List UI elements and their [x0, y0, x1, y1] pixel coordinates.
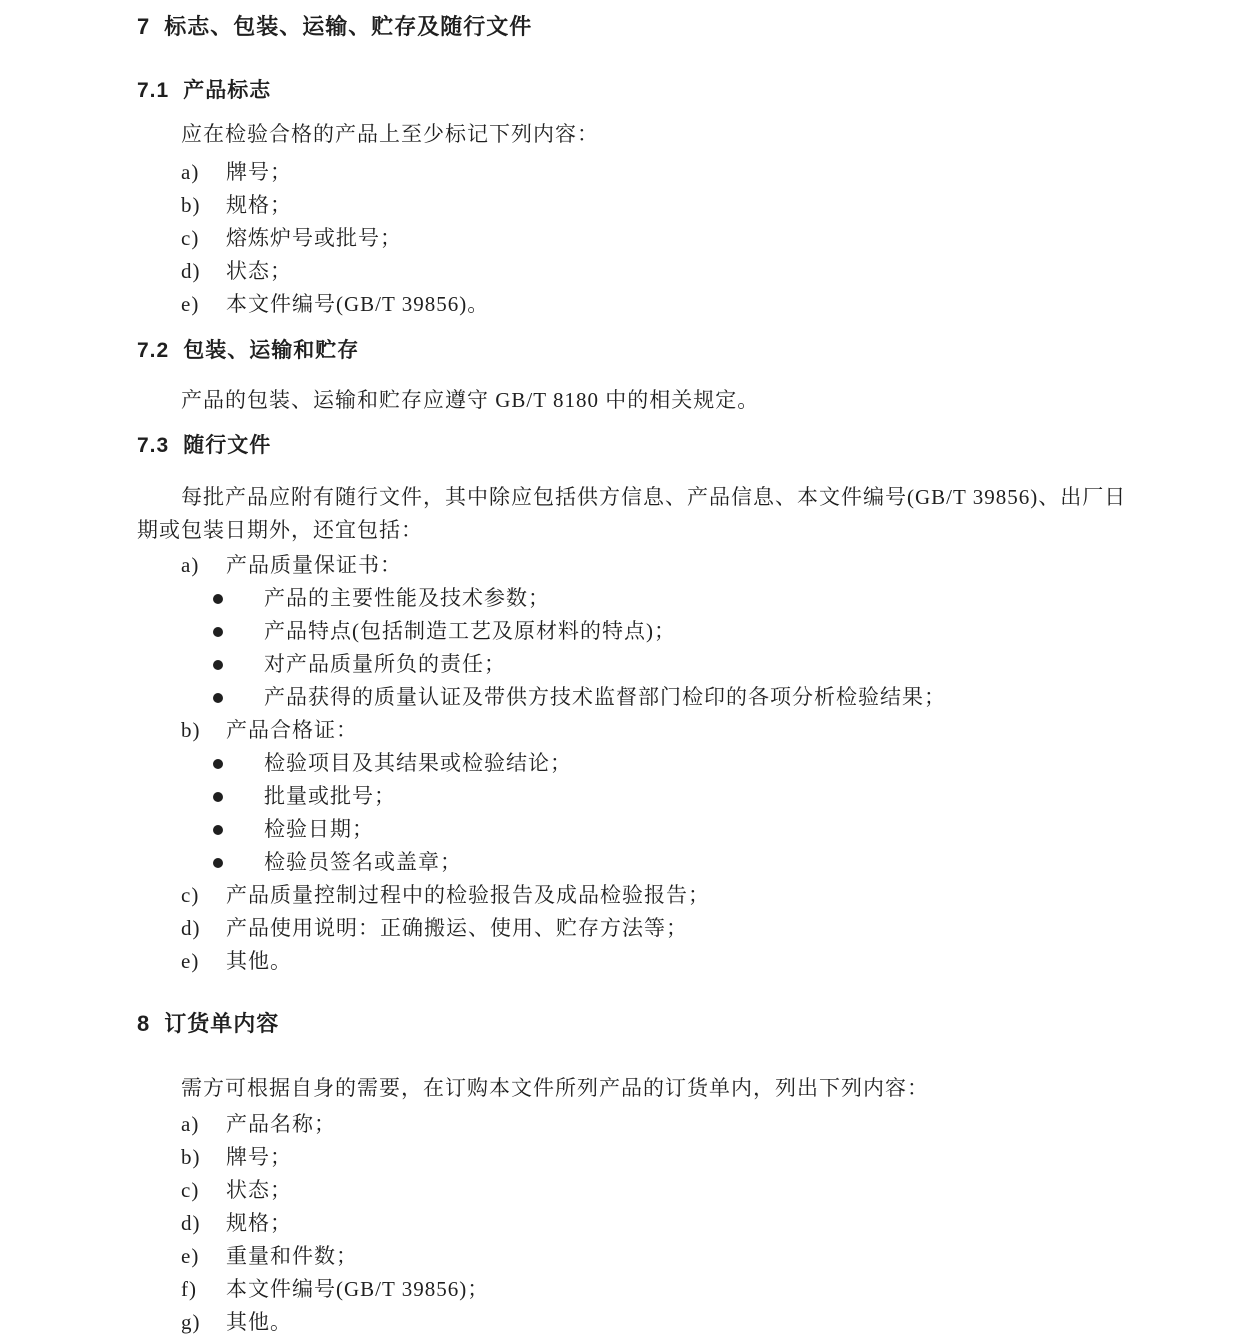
list-item — [181, 189, 1200, 222]
intro-line: 每批产品应附有随行文件，其中除应包括供方信息、产品信息、本文件编号(GB/T 39856)、出厂日 — [181, 485, 1127, 509]
list-item — [181, 879, 1200, 912]
bullet-item — [213, 615, 1200, 648]
section-7-1-heading — [137, 76, 1200, 106]
list-item — [181, 156, 1200, 189]
section-7-heading — [137, 12, 1200, 42]
list-item — [181, 1240, 1200, 1273]
bullet-item — [213, 648, 1200, 681]
bullet-text: 产品获得的质量认证及带供方技术监督部门检印的各项分析检验结果； — [264, 685, 946, 709]
list-item-label: a) — [181, 553, 200, 577]
section-7-3-list — [137, 549, 1200, 978]
list-item-label: g) — [181, 1310, 201, 1334]
intro-line: 期或包装日期外，还宜包括： — [137, 518, 423, 542]
section-8-list — [137, 1108, 1200, 1339]
list-item-label: b) — [181, 718, 201, 742]
bullet-text: 产品的主要性能及技术参数； — [264, 586, 550, 610]
list-item-text: 重量和件数； — [226, 1244, 358, 1268]
list-item-text: 熔炼炉号或批号； — [226, 226, 402, 250]
section-title: 随行文件 — [183, 434, 272, 457]
bullet-text: 对产品质量所负的责任； — [264, 652, 506, 676]
bullet-text: 产品特点(包括制造工艺及原材料的特点)； — [264, 619, 676, 643]
list-item — [181, 945, 1200, 978]
bullet-icon — [213, 627, 223, 637]
list-item-text: 本文件编号(GB/T 39856)； — [226, 1277, 490, 1301]
bullet-text: 检验日期； — [264, 817, 374, 841]
list-item — [181, 549, 1200, 582]
list-item-label: b) — [181, 193, 201, 217]
section-7-3-heading — [137, 431, 1200, 461]
bullet-item — [213, 747, 1200, 780]
list-item-text: 产品合格证： — [226, 718, 358, 742]
list-item-label: a) — [181, 160, 200, 184]
list-item-label: e) — [181, 949, 200, 973]
section-7-1-list — [137, 156, 1200, 321]
list-item-label: d) — [181, 259, 201, 283]
list-item-text: 其他。 — [226, 1310, 292, 1334]
list-item — [181, 1306, 1200, 1339]
list-item-label: e) — [181, 1244, 200, 1268]
bullet-item — [213, 846, 1200, 879]
list-item — [181, 288, 1200, 321]
list-item — [181, 1141, 1200, 1174]
bullet-item — [213, 681, 1200, 714]
bullet-text: 检验员签名或盖章； — [264, 850, 462, 874]
list-item-text: 本文件编号(GB/T 39856)。 — [226, 292, 490, 316]
section-number: 7 — [137, 14, 151, 39]
section-number: 7.2 — [137, 339, 170, 362]
list-item-text: 产品质量保证书： — [226, 553, 402, 577]
bullet-item — [213, 582, 1200, 615]
bullet-text: 检验项目及其结果或检验结论； — [264, 751, 572, 775]
section-7-1-intro: 应在检验合格的产品上至少标记下列内容： — [181, 122, 599, 146]
list-item-label: e) — [181, 292, 200, 316]
section-7-2-body: 产品的包装、运输和贮存应遵守 GB/T 8180 中的相关规定。 — [181, 388, 760, 412]
list-item-text: 牌号； — [226, 1145, 292, 1169]
bullet-text: 批量或批号； — [264, 784, 396, 808]
list-item — [181, 255, 1200, 288]
list-item-text: 规格； — [226, 193, 292, 217]
bullet-icon — [213, 858, 223, 868]
list-item — [181, 1174, 1200, 1207]
section-title: 标志、包装、运输、贮存及随行文件 — [164, 14, 533, 39]
list-item-text: 产品使用说明：正确搬运、使用、贮存方法等； — [226, 916, 688, 940]
list-item-label: a) — [181, 1112, 200, 1136]
bullet-item — [213, 780, 1200, 813]
list-item-label: f) — [181, 1277, 197, 1301]
section-number: 8 — [137, 1011, 151, 1036]
bullet-icon — [213, 693, 223, 703]
section-7-2-heading — [137, 336, 1200, 366]
list-item-text: 规格； — [226, 1211, 292, 1235]
list-item — [181, 912, 1200, 945]
list-item — [181, 1207, 1200, 1240]
bullet-item — [213, 813, 1200, 846]
list-item — [181, 222, 1200, 255]
list-item-text: 状态； — [226, 259, 292, 283]
list-item-label: c) — [181, 883, 200, 907]
bullet-icon — [213, 792, 223, 802]
section-number: 7.3 — [137, 434, 170, 457]
list-item-text: 其他。 — [226, 949, 292, 973]
section-8-intro: 需方可根据自身的需要，在订购本文件所列产品的订货单内，列出下列内容： — [181, 1076, 929, 1100]
list-item — [181, 714, 1200, 747]
bullet-icon — [213, 660, 223, 670]
list-item-text: 牌号； — [226, 160, 292, 184]
list-item — [181, 1108, 1200, 1141]
list-item-text: 产品名称； — [226, 1112, 336, 1136]
list-item-label: c) — [181, 1178, 200, 1202]
list-item-label: d) — [181, 916, 201, 940]
section-7-3-intro — [137, 481, 1200, 547]
bullet-icon — [213, 825, 223, 835]
list-item-text: 状态； — [226, 1178, 292, 1202]
list-item-label: b) — [181, 1145, 201, 1169]
bullet-icon — [213, 759, 223, 769]
section-title: 产品标志 — [183, 79, 272, 102]
list-item — [181, 1273, 1200, 1306]
section-8-heading — [137, 1009, 1200, 1039]
list-item-label: c) — [181, 226, 200, 250]
list-item-text: 产品质量控制过程中的检验报告及成品检验报告； — [226, 883, 710, 907]
section-title: 包装、运输和贮存 — [183, 339, 360, 362]
list-item-label: d) — [181, 1211, 201, 1235]
section-title: 订货单内容 — [164, 1011, 280, 1036]
section-number: 7.1 — [137, 79, 170, 102]
bullet-icon — [213, 594, 223, 604]
